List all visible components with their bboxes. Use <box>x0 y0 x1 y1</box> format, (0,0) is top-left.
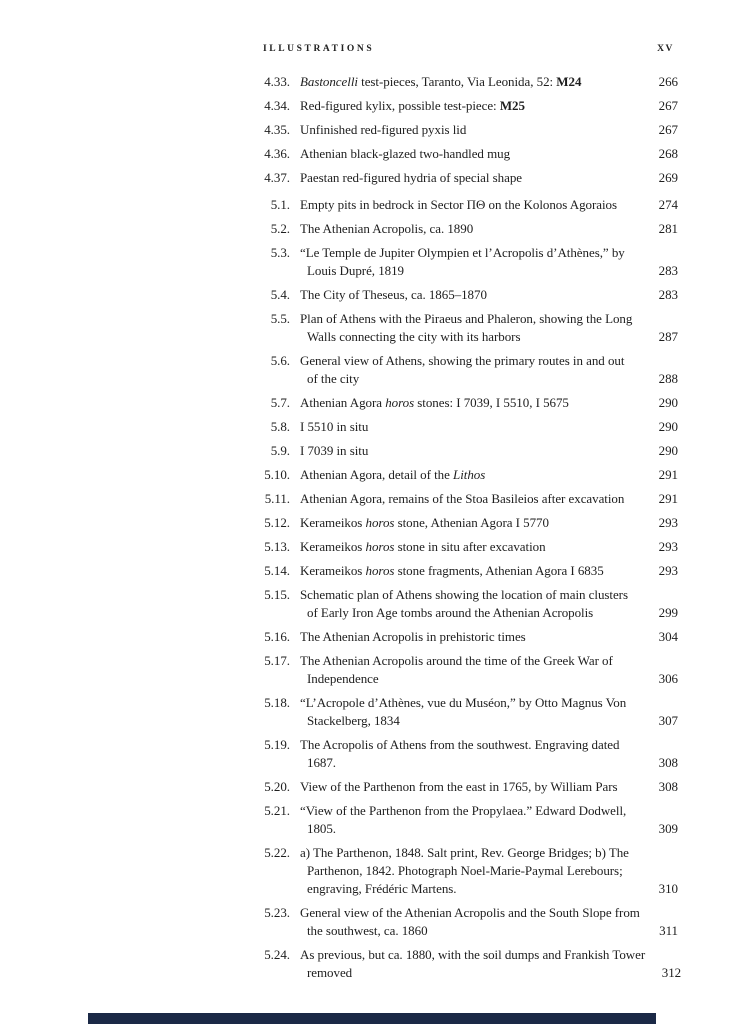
entry-number: 5.21. <box>264 803 290 818</box>
running-head: ILLUSTRATIONS <box>263 44 375 54</box>
title-line: Kerameikos horos stone in situ after excavation <box>300 539 546 554</box>
entry-title <box>300 466 642 484</box>
toc-entry <box>0 946 682 982</box>
illustrations-list <box>0 73 682 988</box>
toc-entry <box>0 352 678 388</box>
entry-number: 5.14. <box>264 563 290 578</box>
title-line: Plan of Athens with the Piraeus and Phaleron, showing the Long <box>300 311 633 326</box>
entry-number: 5.3. <box>270 245 290 260</box>
entry-number: 5.16. <box>264 629 290 644</box>
entry-number: 4.36. <box>264 146 290 161</box>
toc-entry <box>0 694 678 730</box>
entry-title <box>300 169 642 187</box>
title-line: “Le Temple de Jupiter Olympien et l’Acropolis d’Athènes,” by <box>300 245 625 260</box>
title-line: Paestan red-figured hydria of special shape <box>300 170 523 185</box>
toc-entry <box>0 145 678 163</box>
entry-title <box>300 778 642 796</box>
entry-title <box>300 562 642 580</box>
title-line: Bastoncelli test-pieces, Taranto, Via Leonida, 52: M24 <box>300 74 582 89</box>
title-line: The City of Theseus, ca. 1865–1870 <box>300 287 487 302</box>
entry-page: 287 <box>658 329 678 344</box>
title-line: View of the Parthenon from the east in 1765, by William Pars <box>300 779 618 794</box>
entry-page: 293 <box>658 539 678 554</box>
entry-number: 5.5. <box>270 311 290 326</box>
toc-entry <box>0 442 678 460</box>
entry-title <box>300 196 642 214</box>
toc-entry <box>0 169 678 187</box>
entry-title <box>300 73 642 91</box>
entry-number: 5.18. <box>264 695 290 710</box>
entry-number: 5.11. <box>264 491 290 506</box>
toc-entry <box>0 121 678 139</box>
title-line: Schematic plan of Athens showing the location of main clusters <box>300 587 628 602</box>
entry-title <box>300 628 642 646</box>
title-line: Unfinished red-figured pyxis lid <box>300 122 467 137</box>
entry-title <box>300 802 642 838</box>
entry-title <box>300 652 642 688</box>
entry-page: 269 <box>658 170 678 185</box>
toc-entry <box>0 628 678 646</box>
title-line: Athenian Agora, remains of the Stoa Basileios after excavation <box>300 491 625 506</box>
entry-number: 5.7. <box>270 395 290 410</box>
folio-page-number: XV <box>657 44 674 54</box>
title-line: Walls connecting the city with its harbors <box>307 329 521 344</box>
entry-page: 309 <box>658 821 678 836</box>
toc-entry <box>0 802 678 838</box>
title-line: Stackelberg, 1834 <box>307 713 400 728</box>
toc-entry <box>0 220 678 238</box>
entry-page: 310 <box>658 881 678 896</box>
title-line: The Athenian Acropolis in prehistoric times <box>300 629 526 644</box>
entry-number: 5.17. <box>264 653 290 668</box>
toc-entry <box>0 778 678 796</box>
toc-entry <box>0 286 678 304</box>
toc-entry <box>0 652 678 688</box>
toc-entry <box>0 904 678 940</box>
entry-page: 290 <box>658 443 678 458</box>
title-line: I 7039 in situ <box>300 443 369 458</box>
title-line: The Athenian Acropolis around the time of the Greek War of <box>300 653 613 668</box>
entry-number: 5.1. <box>270 197 290 212</box>
toc-entry <box>0 73 678 91</box>
toc-entry <box>0 538 678 556</box>
title-line: The Athenian Acropolis, ca. 1890 <box>300 221 474 236</box>
title-line: of the city <box>307 371 360 386</box>
title-line: Athenian Agora horos stones: I 7039, I 5510, I 5675 <box>300 395 569 410</box>
title-line: of Early Iron Age tombs around the Athenian Acropolis <box>307 605 594 620</box>
toc-entry <box>0 490 678 508</box>
title-line: Louis Dupré, 1819 <box>307 263 404 278</box>
entry-number: 5.20. <box>264 779 290 794</box>
toc-entry <box>0 244 678 280</box>
title-line: General view of Athens, showing the primary routes in and out <box>300 353 625 368</box>
title-line: “View of the Parthenon from the Propylaea.” Edward Dodwell, <box>300 803 627 818</box>
toc-entry <box>0 418 678 436</box>
title-line: Athenian black-glazed two-handled mug <box>300 146 511 161</box>
toc-entry <box>0 394 678 412</box>
entry-page: 288 <box>658 371 678 386</box>
entry-number: 5.15. <box>264 587 290 602</box>
entry-number: 5.13. <box>264 539 290 554</box>
entry-page: 266 <box>658 74 678 89</box>
title-line: “L’Acropole d’Athènes, vue du Muséon,” by Otto Magnus Von <box>300 695 627 710</box>
entry-number: 5.6. <box>270 353 290 368</box>
entry-title <box>300 220 642 238</box>
entry-title <box>300 418 642 436</box>
title-line: 1805. <box>307 821 337 836</box>
toc-entry <box>0 97 678 115</box>
entry-title <box>300 244 642 280</box>
entry-number: 5.2. <box>270 221 290 236</box>
toc-entry <box>0 586 678 622</box>
entry-page: 267 <box>658 122 678 137</box>
entry-number: 5.23. <box>264 905 290 920</box>
entry-page: 304 <box>658 629 678 644</box>
section <box>0 196 682 982</box>
toc-entry <box>0 562 678 580</box>
entry-number: 5.24. <box>264 947 290 962</box>
entry-title <box>300 352 642 388</box>
title-line: Athenian Agora, detail of the Lithos <box>300 467 486 482</box>
entry-page: 291 <box>658 467 678 482</box>
entry-page: 312 <box>661 965 682 980</box>
title-line: Independence <box>307 671 379 686</box>
entry-title <box>300 121 642 139</box>
entry-page: 283 <box>658 287 678 302</box>
entry-title <box>300 946 645 982</box>
title-line: Kerameikos horos stone fragments, Athenian Agora I 6835 <box>300 563 604 578</box>
entry-title <box>300 394 642 412</box>
title-line: the southwest, ca. 1860 <box>307 923 428 938</box>
entry-title <box>300 310 642 346</box>
entry-title <box>300 286 642 304</box>
page-header <box>263 44 674 54</box>
entry-page: 274 <box>658 197 678 212</box>
entry-title <box>300 586 642 622</box>
entry-title <box>300 538 642 556</box>
entry-number: 5.22. <box>264 845 290 860</box>
section <box>0 73 678 187</box>
entry-title <box>300 145 642 163</box>
title-line: Parthenon, 1842. Photograph Noel-Marie-Paymal Lerebours; <box>307 863 623 878</box>
title-line: Kerameikos horos stone, Athenian Agora I 5770 <box>300 515 549 530</box>
title-line: As previous, but ca. 1880, with the soil dumps and Frankish Tower <box>300 947 646 962</box>
entry-page: 311 <box>659 923 678 938</box>
entry-number: 5.9. <box>270 443 290 458</box>
title-line: I 5510 in situ <box>300 419 369 434</box>
entry-number: 4.34. <box>264 98 290 113</box>
bottom-bar <box>88 1013 656 1024</box>
entry-page: 307 <box>658 713 678 728</box>
toc-entry <box>0 514 678 532</box>
title-line: a) The Parthenon, 1848. Salt print, Rev. George Bridges; b) The <box>300 845 629 860</box>
entry-title <box>300 844 642 898</box>
title-line: Red-figured kylix, possible test-piece: M25 <box>300 98 525 113</box>
title-line: removed <box>307 965 353 980</box>
entry-title <box>300 514 642 532</box>
title-line: Empty pits in bedrock in Sector ΠΘ on the Kolonos Agoraios <box>300 197 618 212</box>
entry-page: 281 <box>658 221 678 236</box>
toc-entry <box>0 466 678 484</box>
title-line: General view of the Athenian Acropolis and the South Slope from <box>300 905 640 920</box>
toc-entry <box>0 736 678 772</box>
entry-number: 5.19. <box>264 737 290 752</box>
title-line: The Acropolis of Athens from the southwest. Engraving dated <box>300 737 620 752</box>
entry-page: 308 <box>658 779 678 794</box>
entry-page: 283 <box>658 263 678 278</box>
entry-page: 308 <box>658 755 678 770</box>
entry-title <box>300 904 642 940</box>
entry-title <box>300 97 642 115</box>
toc-entry <box>0 844 678 898</box>
entry-number: 4.33. <box>264 74 290 89</box>
title-line: 1687. <box>307 755 337 770</box>
entry-page: 293 <box>658 563 678 578</box>
entry-title <box>300 736 642 772</box>
entry-page: 293 <box>658 515 678 530</box>
entry-number: 5.10. <box>264 467 290 482</box>
entry-title <box>300 694 642 730</box>
entry-page: 267 <box>658 98 678 113</box>
toc-entry <box>0 196 678 214</box>
entry-number: 5.8. <box>270 419 290 434</box>
entry-number: 5.12. <box>264 515 290 530</box>
entry-page: 268 <box>658 146 678 161</box>
entry-title <box>300 442 642 460</box>
entry-number: 5.4. <box>270 287 290 302</box>
title-line: engraving, Frédéric Martens. <box>307 881 457 896</box>
entry-page: 306 <box>658 671 678 686</box>
entry-page: 290 <box>658 419 678 434</box>
entry-page: 290 <box>658 395 678 410</box>
entry-page: 299 <box>658 605 678 620</box>
entry-number: 4.37. <box>264 170 290 185</box>
entry-number: 4.35. <box>264 122 290 137</box>
entry-page: 291 <box>658 491 678 506</box>
entry-title <box>300 490 642 508</box>
toc-entry <box>0 310 678 346</box>
